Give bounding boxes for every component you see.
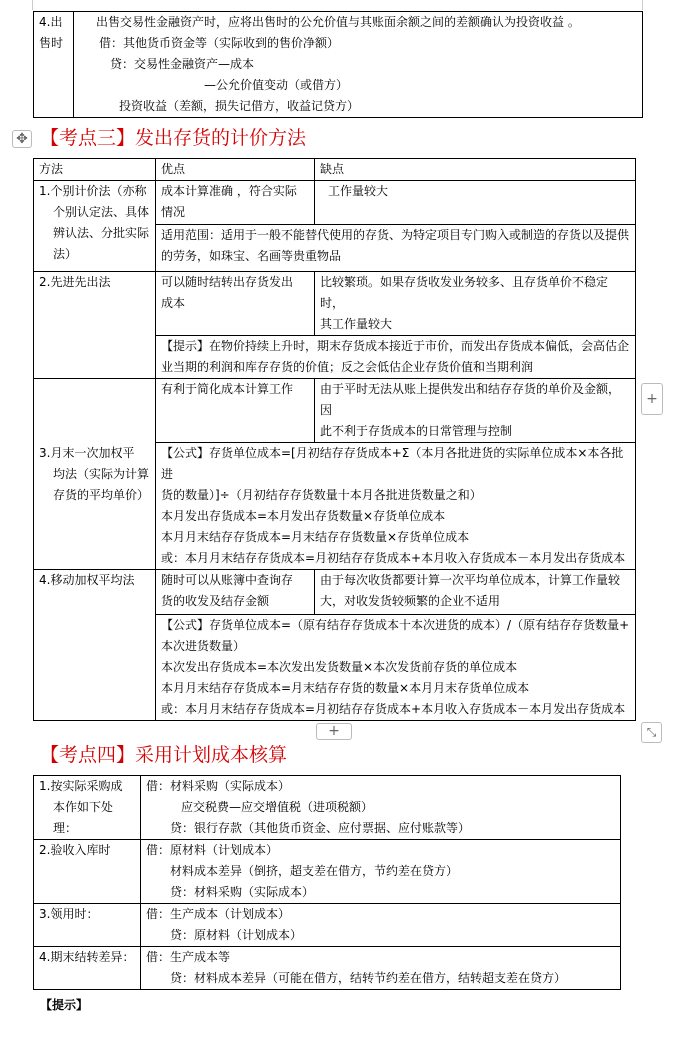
sale-label	[34, 12, 74, 118]
section-heading-3: 【考点三】发出存货的计价方法	[40, 127, 307, 149]
step-line: 3.领用时：	[39, 907, 99, 921]
formula-line: 【公式】存货单位成本=（原有结存存货成本十本次进货的成本）/（原有结存存货数量+	[161, 618, 630, 632]
formula-line: 本次发出存货成本=本次发出发货数量×本次发货前存货的单位成本	[161, 660, 518, 674]
step-line: 4.期末结转差异：	[39, 950, 135, 964]
cons-line: 大，对收发货较频繁的企业不适用	[320, 594, 501, 608]
formula-line: 本次进货数量）	[161, 639, 246, 653]
table-row	[34, 840, 621, 904]
content-line: 出售交易性金融资产时，应将出售时的公允价值与其账面余额之间的差额确认为投资收益 。	[96, 15, 580, 29]
formula-line: 或：本月月末结存存货成本=月初结存存货成本+本月收入存货成本－本月发出存货成本	[161, 551, 626, 565]
content-line: —公允价值变动（或借方）	[204, 78, 349, 92]
content-line: 贷：交易性金融资产—成本	[110, 57, 255, 71]
cons-cell	[315, 272, 636, 336]
table-row	[34, 904, 621, 947]
method-line: 辨认法、分批实际	[53, 226, 150, 240]
step-line: 1.按实际采购成	[39, 779, 123, 793]
formula-line: 本月月末结存存货成本=月末结存存货的数量×本月月末存货单位成本	[161, 681, 530, 695]
header-cons: 缺点	[315, 159, 636, 181]
formula-cell	[156, 443, 636, 570]
method-cell	[34, 570, 156, 721]
note-line: 的劳务，如珠宝、名画等贵重物品	[161, 249, 342, 263]
sale-content	[74, 12, 643, 118]
pros-line: 有利于简化成本计算工作	[161, 382, 294, 396]
cons-cell	[315, 379, 636, 443]
content-line: 借：其他货币资金等（实际收到的售价净额）	[99, 36, 340, 50]
method-line: 3.月末一次加权平	[39, 445, 135, 460]
tip-label: 【提示】	[40, 998, 89, 1012]
table-resize-icon[interactable]: ⤡	[641, 722, 662, 743]
entry-line: 贷：材料采购（实际成本）	[170, 885, 315, 899]
note-cell	[156, 225, 636, 272]
formula-line: 本月发出存货成本=本月发出存货数量×存货单位成本	[161, 509, 446, 523]
step-cell	[34, 776, 141, 840]
label-line: 售时	[39, 36, 64, 50]
table-header-row	[34, 159, 636, 181]
method-line: 4.移动加权平均法	[39, 573, 135, 587]
entry-line: 借：生产成本等	[146, 950, 231, 964]
cons-line: 比较繁琐。如果存货收发业务较多、且存货单价不稳定时，	[320, 275, 609, 310]
formula-line: 或：本月月末结存存货成本=月初结存存货成本+本月收入存货成本－本月发出存货成本	[161, 702, 626, 716]
entry-line: 贷：银行存款（其他货币资金、应付票据、应付账款等）	[170, 821, 471, 835]
pros-line: 货的收发及结存金额	[161, 594, 270, 608]
cons-line: 其工作量较大	[320, 317, 393, 331]
cons-cell	[315, 570, 636, 615]
pros-cell	[156, 272, 315, 336]
table-row	[34, 181, 636, 225]
method-line: 1.个别计价法（亦称	[39, 184, 147, 198]
header-pros: 优点	[156, 159, 315, 181]
entry-line: 借：生产成本（计划成本）	[146, 907, 291, 921]
cons-line: 此不利于存货成本的日常管理与控制	[320, 424, 513, 438]
header-method: 方法	[34, 159, 156, 181]
entries-cell	[141, 904, 621, 947]
step-line: 本作如下处理：	[53, 800, 114, 835]
inventory-methods-table	[33, 158, 636, 721]
pros-line: 情况	[161, 205, 186, 219]
pros-line: 成本计算准确 ，符合实际	[161, 184, 297, 198]
note-line: 适用范围：适用于一般不能替代使用的存货、为特定项目专门购入或制造的存货以及提供	[161, 228, 630, 242]
entry-line: 借：原材料（计划成本）	[146, 843, 279, 857]
method-line: 个别认定法、具体	[53, 205, 150, 219]
page-bottom-space	[33, 1014, 643, 1044]
formula-line: 本月月末结存存货成本=月末结存存货数量×存货单位成本	[161, 530, 470, 544]
table-row	[34, 272, 636, 336]
method-line: 存货的平均单价）	[53, 487, 150, 502]
table-move-handle-icon[interactable]: ✥	[12, 130, 32, 148]
step-cell	[34, 904, 141, 947]
method-cell	[34, 181, 156, 272]
add-row-button[interactable]: +	[316, 723, 352, 740]
cons-line: 工作量较大	[328, 184, 389, 198]
step-line: 2.验收入库时	[39, 843, 111, 857]
entries-cell	[141, 776, 621, 840]
note-line: 业当期的利润和库存存货的价值；反之会低估企业存货价值和当期利润	[161, 360, 534, 374]
cons-line: 由于每次收货都要计算一次平均单位成本，计算工作量较	[320, 573, 621, 587]
formula-cell	[156, 615, 636, 721]
pros-cell	[156, 379, 315, 443]
note-line: 【提示】在物价持续上升时，期末存货成本接近于市价，而发出存货成本偏低，会高估企	[161, 339, 630, 353]
section-heading-4: 【考点四】采用计划成本核算	[40, 744, 288, 766]
cons-line: 由于平时无法从账上提供发出和结存存货的单价及金额，因	[320, 382, 621, 417]
entry-line: 材料成本差异（倒挤，超支差在借方，节约差在贷方）	[170, 864, 459, 878]
formula-line: 货的数量）]÷（月初结存存货数量十本月各批进货数量之和）	[161, 488, 482, 502]
document-page	[16, 0, 658, 1044]
step-cell	[34, 840, 141, 904]
entry-line: 借：材料采购（实际成本）	[146, 779, 291, 793]
planned-cost-table	[33, 775, 621, 990]
cons-cell	[315, 181, 636, 225]
method-line: 2.先进先出法	[39, 275, 111, 289]
method-line: 法）	[53, 247, 78, 261]
pros-cell	[156, 181, 315, 225]
table-row	[34, 776, 621, 840]
table-row	[34, 379, 636, 443]
pros-line: 可以随时结转出存货发出	[161, 275, 294, 289]
method-line: 均法（实际为计算	[53, 466, 150, 481]
entry-line: 贷：材料成本差异（可能在借方，结转节约差在借方，结转超支差在贷方）	[170, 971, 567, 985]
entries-cell	[141, 840, 621, 904]
inventory-methods-wrapper	[33, 158, 658, 739]
entry-line: 贷：原材料（计划成本）	[170, 928, 303, 942]
method-cell	[34, 272, 156, 379]
pros-line: 随时可以从账簿中查询存	[161, 573, 294, 587]
formula-line: 【公式】存货单位成本=[月初结存存货成本+Σ（本月各批进货的实际单位成本×本各批进	[161, 446, 624, 481]
method-cell	[34, 379, 156, 570]
entry-line: 应交税费—应交增值税（进项税额）	[181, 800, 374, 814]
table-row	[34, 570, 636, 615]
note-cell	[156, 336, 636, 379]
pros-cell	[156, 570, 315, 615]
pros-line: 成本	[161, 296, 186, 310]
content-line: 投资收益（差额，损失记借方，收益记贷方）	[119, 99, 360, 113]
label-line: 4.出	[39, 15, 63, 29]
sale-table	[33, 11, 643, 118]
add-column-button[interactable]: +	[641, 383, 663, 415]
